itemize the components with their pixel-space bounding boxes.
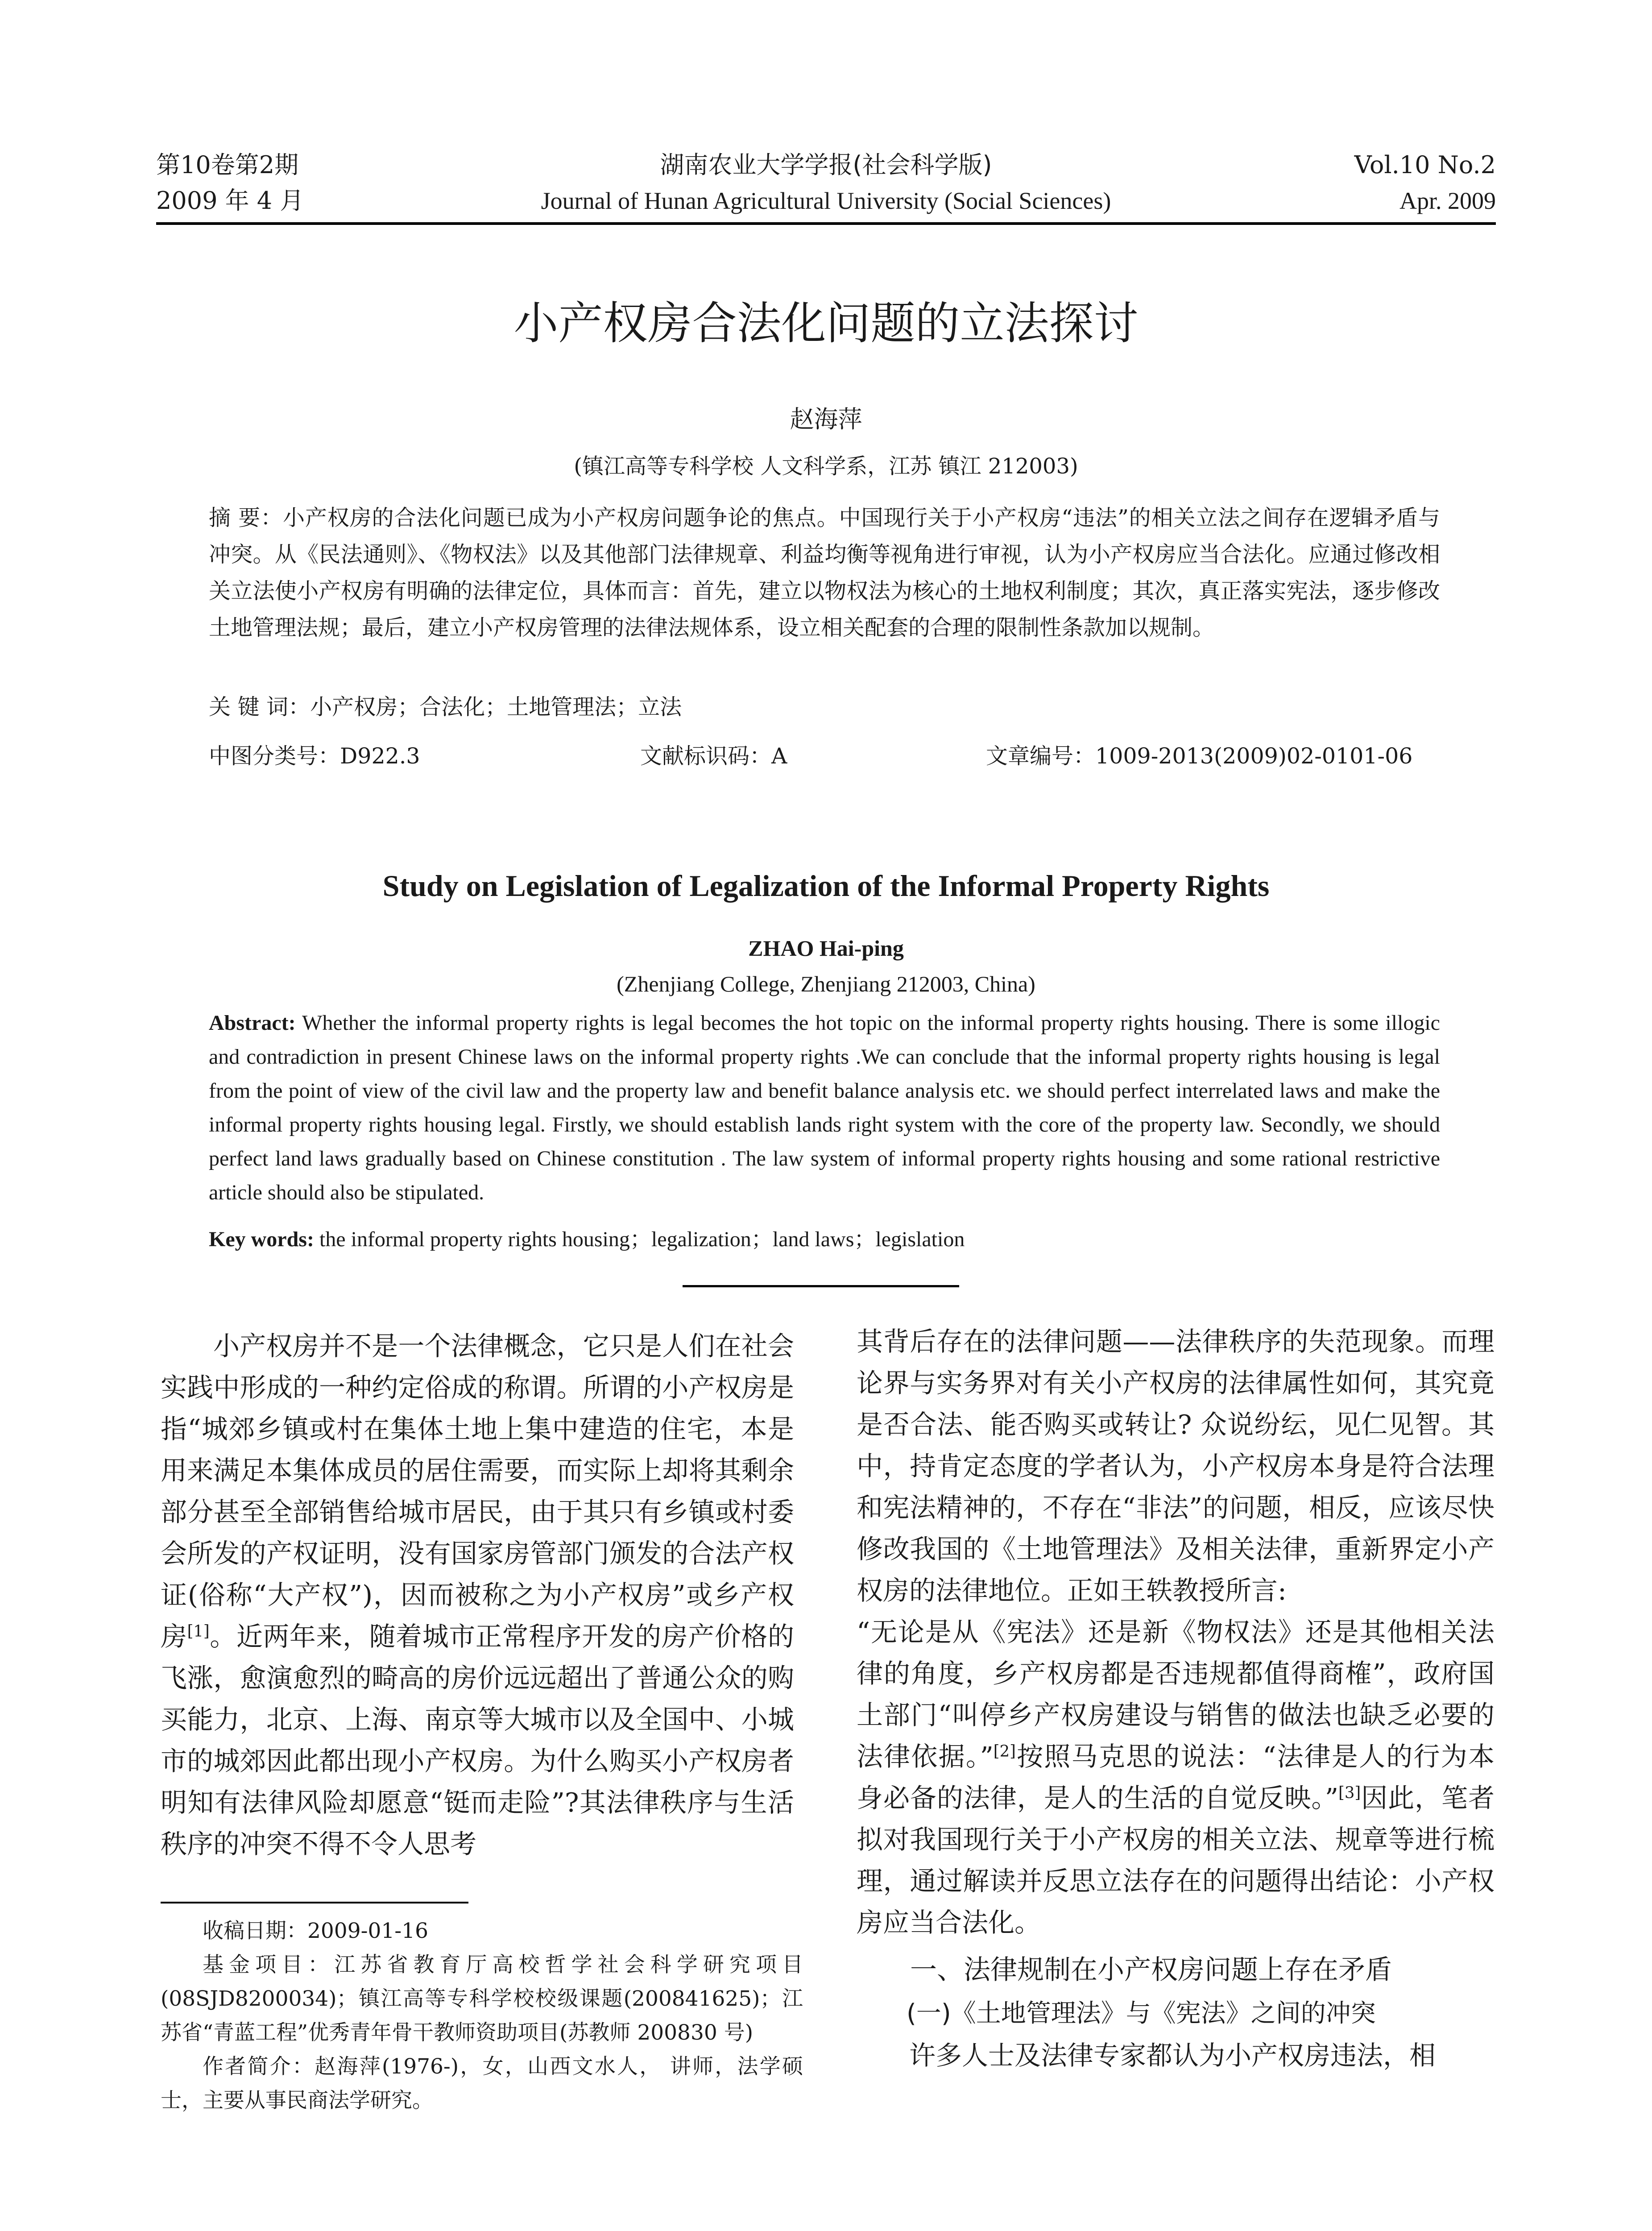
english-affiliation: (Zhenjiang College, Zhenjiang 212003, China) — [617, 971, 1035, 996]
keywords-cn-text: 小产权房；合法化；土地管理法；立法 — [310, 694, 682, 720]
paper-title: 小产权房合法化问题的立法探讨 — [513, 297, 1139, 349]
header-volume-en: Vol.10 No.2 — [1354, 151, 1496, 179]
clc-label: 中图分类号： — [209, 743, 340, 769]
funding-note: 基金项目：江苏省教育厅高校哲学社会科学研究项目(08SJD8200034)；镇江高等专科学校校级课题(200841625)；江苏省“青蓝工程”优秀青年骨干教师资助项目(苏教师 200830 号) — [161, 1953, 803, 2045]
body-paragraph — [161, 1325, 794, 1865]
body-text: “无论是从《宪法》还是新《物权法》还是其他相关法律的角度，乡产权房都是否违规都值得商榷”，政府国土部门“叫停乡产权房建设与销售的做法也缺乏必要的法律依据。” — [857, 1617, 1495, 1772]
author-name: 赵海萍 — [790, 405, 862, 433]
citation-3: [3] — [1338, 1783, 1361, 1802]
keywords-cn — [209, 692, 682, 723]
header-date-en: Apr. 2009 — [1399, 187, 1496, 214]
footnote-rule — [161, 1902, 468, 1903]
abstract-en — [209, 1006, 1440, 1210]
citation-2: [2] — [993, 1742, 1016, 1761]
author-bio: 作者简介：赵海萍(1976-)，女，山西文水人， 讲师，法学硕士，主要从事民商法学研究。 — [161, 2054, 803, 2113]
section-heading: 一、法律规制在小产权房问题上存在矛盾 — [910, 1954, 1392, 1986]
body-left-column — [161, 1325, 794, 1865]
body-paragraph: 其背后存在的法律问题——法律秩序的失范现象。而理论界与实务界对有关小产权房的法律属性如何，其究竟是否合法、能否购买或转让? 众说纷纭，见仁见智。其中，持肯定态度的学者认为，小产权房本身是符合法理和宪法精神的，不存在“非法”的问题，相反，应该尽快修改我国的《土地管理法》及相关法律，重新界定小产权房的法律地位。正如王轶教授所言: — [857, 1326, 1495, 1606]
header-rule — [156, 222, 1496, 225]
abstract-cn — [209, 500, 1440, 646]
body-paragraph: 许多人士及法律专家都认为小产权房违法，相 — [909, 2040, 1436, 2071]
footnotes — [161, 1914, 803, 2118]
citation-1: [1] — [187, 1622, 210, 1641]
abstract-en-text: Whether the informal property rights is legal becomes the hot topic on the informal property rights housing. There is some illogic and contradiction in present Chinese laws on the informal property rights .We can conclude that the informal property rights housing is legal from the point of view of the civil law and the property law and benefit balance analysis etc. we should perfect interrelated laws and make the informal property rights housing legal. Firstly, we should establish lands right system with the core of the property law. Secondly, we should perfect land laws gradually based on Chinese constitution . The law system of informal property rights housing and some rational restrictive article should also be stipulated. — [209, 1011, 1440, 1204]
body-text: 按照马克思的说法：“法律是人的行为本身必备的法律，是人的生活的自觉反映。” — [857, 1741, 1495, 1813]
article-number — [986, 741, 1412, 772]
abstract-en-label: Abstract: — [209, 1011, 296, 1035]
english-title: Study on Legislation of Legalization of the Informal Property Rights — [382, 869, 1270, 903]
article-number-label: 文章编号： — [986, 743, 1096, 769]
doc-code — [640, 741, 787, 772]
author-affiliation: (镇江高等专科学校 人文科学系，江苏 镇江 212003) — [574, 454, 1078, 479]
header-volume-issue: 第10卷第2期 — [156, 151, 299, 179]
abstract-cn-label: 摘 要： — [209, 505, 283, 531]
keywords-en-text: the informal property rights housing；legalization；land laws；legislation — [319, 1227, 965, 1251]
english-author: ZHAO Hai-ping — [748, 936, 904, 961]
received-date: 收稿日期：2009-01-16 — [203, 1919, 428, 1943]
keywords-en — [209, 1223, 1440, 1256]
body-text: 。近两年来，随着城市正常程序开发的房产价格的飞涨，愈演愈烈的畸高的房价远远超出了普通公众的购买能力，北京、上海、南京等大城市以及全国中、小城市的城郊因此都出现小产权房。为什么购买小产权房者明知有法律风险却愿意“铤而走险”?其法律秩序与生活秩序的冲突不得不令人思考 — [161, 1621, 794, 1859]
header-date-cn: 2009 年 4 月 — [156, 187, 304, 215]
abstract-cn-text: 小产权房的合法化问题已成为小产权房问题争论的焦点。中国现行关于小产权房“违法”的相关立法之间存在逻辑矛盾与冲突。从《民法通则》、《物权法》以及其他部门法律规章、利益均衡等视角进行审视，认为小产权房应当合法化。应通过修改相关立法使小产权房有明确的法律定位，具体而言：首先，建立以物权法为核心的土地权利制度；其次，真正落实宪法，逐步修改土地管理法规；最后，建立小产权房管理的法律法规体系，设立相关配套的合理的限制性条款加以规制。 — [209, 505, 1440, 640]
doc-code-value: A — [771, 743, 787, 769]
keywords-en-label: Key words: — [209, 1227, 314, 1251]
subsection-heading: (一)《土地管理法》与《宪法》之间的冲突 — [907, 1999, 1376, 2028]
body-right-column — [857, 1321, 1495, 2076]
clc-value: D922.3 — [340, 743, 420, 769]
body-text: 小产权房并不是一个法律概念，它只是人们在社会实践中形成的一种约定俗成的称谓。所谓的小产权房是指“城郊乡镇或村在集体土地上集中建造的住宅，本是用来满足本集体成员的居住需要，而实际上却将其剩余部分甚至全部销售给城市居民，由于其只有乡镇或村委会所发的产权证明，没有国家房管部门颁发的合法产权证(俗称“大产权”)，因而被称之为小产权房”或乡产权房 — [161, 1331, 794, 1652]
body-text: 因此，笔者拟对我国现行关于小产权房的相关立法、规章等进行梳理，通过解读并反思立法存在的问题得出结论：小产权房应当合法化。 — [857, 1783, 1495, 1938]
header-journal-cn: 湖南农业大学学报(社会科学版) — [660, 151, 992, 179]
article-number-value: 1009-2013(2009)02-0101-06 — [1095, 743, 1413, 769]
body-paragraph — [857, 1611, 1495, 1943]
header-journal-en: Journal of Hunan Agricultural University (Social Sciences) — [541, 187, 1111, 214]
section-divider — [683, 1285, 959, 1287]
doc-code-label: 文献标识码： — [640, 743, 772, 769]
clc-number — [209, 741, 420, 772]
keywords-cn-label: 关 键 词： — [209, 694, 311, 720]
